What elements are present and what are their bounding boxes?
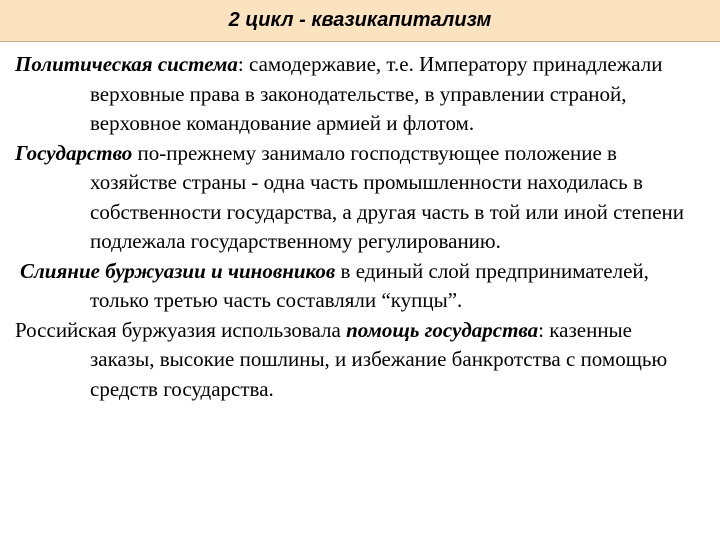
term-state-help: помощь государства [346, 317, 539, 342]
paragraph-political-system-text: : самодержавие, т.е. Императору принадлежали верховные права в законодательстве, в управлении страной, верховное командование армией и флотом. [90, 52, 663, 135]
slide-title-bar [0, 0, 720, 42]
paragraph-bourgeoisie-text-after: : казенные заказы, высокие пошлины, и избежание банкротства с помощью средств государства. [90, 317, 668, 401]
paragraph-political-system [0, 50, 720, 139]
paragraph-state-text: по-прежнему занимало господствующее положение в хозяйстве страны - одна часть промышленности находилась в собственности государства, а другая часть в той или иной степени подлежала государственному регулированию. [90, 140, 685, 253]
slide-title: 2 цикл - квазикапитализм [228, 9, 492, 31]
term-merger: Слияние буржуазии и чиновников [20, 258, 336, 283]
paragraph-merger-text: в единый слой предпринимателей, только третью часть составляли “купцы”. [90, 258, 649, 312]
paragraph-bourgeoisie-text-before: Российская буржуазия использовала [15, 317, 347, 342]
slide-body [0, 50, 720, 404]
paragraph-bourgeoisie [0, 316, 720, 405]
paragraph-merger [0, 257, 720, 316]
paragraph-state [0, 139, 720, 257]
term-state: Государство [15, 140, 133, 165]
term-political-system: Политическая система [15, 52, 238, 76]
